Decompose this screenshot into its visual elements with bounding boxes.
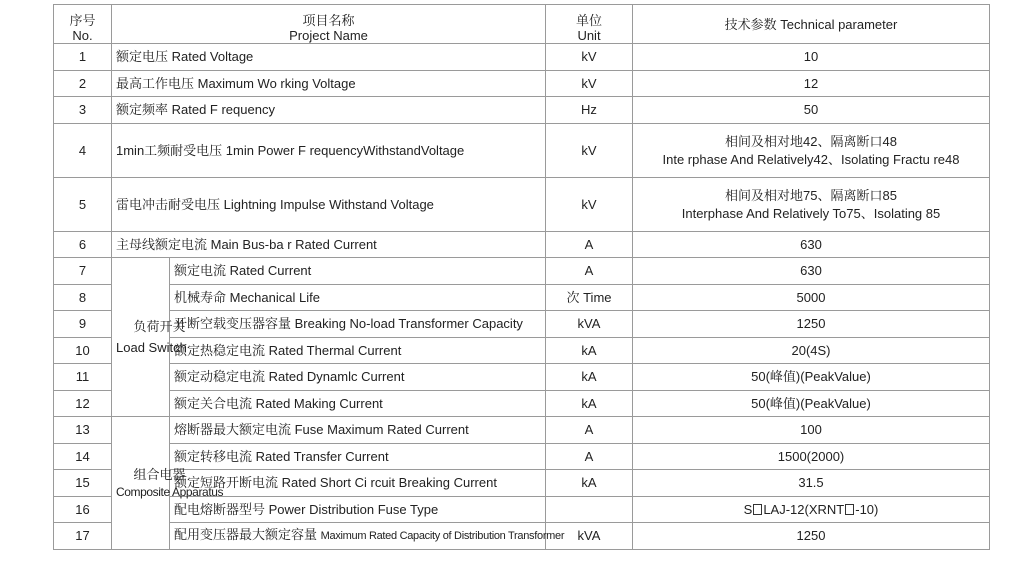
group-composite-apparatus: [112, 417, 224, 550]
fuse-type-part-3: -10): [855, 501, 879, 517]
row-name: 额定动稳定电流 Rated Dynamlc Current: [170, 364, 546, 391]
row-value: 50(峰值)(PeakValue): [633, 390, 990, 417]
table-row: [54, 231, 990, 258]
row-no: 2: [54, 70, 112, 97]
row-no: 11: [54, 364, 112, 391]
row-unit: A: [546, 443, 633, 470]
row-unit: A: [546, 231, 633, 258]
table-row: [54, 496, 990, 523]
row-name: 最高工作电压 Maximum Wo rking Voltage: [112, 70, 546, 97]
row-no: 8: [54, 284, 112, 311]
table-row: [54, 123, 990, 177]
header-no: 序号 No.: [54, 5, 112, 44]
row-no: 1: [54, 44, 112, 71]
row-no: 9: [54, 311, 112, 338]
table-row: [54, 284, 990, 311]
row-value-en: Inte rphase And Relatively42、Isolating Fractu re48: [662, 151, 960, 167]
row-name: 额定转移电流 Rated Transfer Current: [170, 443, 546, 470]
row-name: 主母线额定电流 Main Bus-ba r Rated Current: [112, 231, 546, 258]
row-no: 12: [54, 390, 112, 417]
row-name: 配电熔断器型号 Power Distribution Fuse Type: [170, 496, 546, 523]
row-value: 20(4S): [633, 337, 990, 364]
row-unit: 次 Time: [546, 284, 633, 311]
row-unit: A: [546, 258, 633, 285]
row-name-cn: 配用变压器最大额定容量: [174, 527, 318, 543]
header-unit: 单位 Unit: [546, 5, 633, 44]
row-name: 额定电流 Rated Current: [170, 258, 546, 285]
table-row: [54, 523, 990, 550]
row-unit: A: [546, 417, 633, 444]
row-unit: kA: [546, 390, 633, 417]
row-name: 额定短路开断电流 Rated Short Ci rcuit Breaking Current: [170, 470, 546, 497]
row-value: 50(峰值)(PeakValue): [633, 364, 990, 391]
row-no: 16: [54, 496, 112, 523]
row-value: [633, 123, 990, 177]
row-value: 10: [633, 44, 990, 71]
row-unit: kV: [546, 177, 633, 231]
fuse-type-part-2: LAJ-12(XRNT: [763, 501, 845, 517]
row-value-cn: 相间及相对地75、隔离断口85: [725, 187, 897, 203]
row-value-cn: 相间及相对地42、隔离断口48: [725, 133, 897, 149]
table-row: [54, 258, 990, 285]
table-row: [54, 337, 990, 364]
row-no: 7: [54, 258, 112, 285]
group-composite-cn: 组合电器: [133, 466, 186, 482]
placeholder-box-icon: [845, 504, 854, 515]
technical-parameter-table: [53, 4, 990, 550]
row-no: 3: [54, 97, 112, 124]
row-unit: kVA: [546, 311, 633, 338]
row-no: 10: [54, 337, 112, 364]
table-row: [54, 443, 990, 470]
row-name: 雷电冲击耐受电压 Lightning Impulse Withstand Voltage: [112, 177, 546, 231]
row-unit: kA: [546, 470, 633, 497]
row-value: 630: [633, 231, 990, 258]
row-unit: kVA: [546, 523, 633, 550]
row-value: 31.5: [633, 470, 990, 497]
table-row: [54, 417, 990, 444]
row-name: 额定关合电流 Rated Making Current: [170, 390, 546, 417]
row-name: [170, 523, 565, 550]
header-row: [54, 5, 990, 44]
row-name: 机械寿命 Mechanical Life: [170, 284, 546, 311]
row-unit: kV: [546, 123, 633, 177]
row-value: 5000: [633, 284, 990, 311]
group-load-switch-en: Load Switch: [116, 340, 187, 355]
row-name-en: Maximum Rated Capacity of Distribution Transformer: [320, 530, 565, 543]
row-no: 13: [54, 417, 112, 444]
row-unit: kA: [546, 337, 633, 364]
table-row: [54, 390, 990, 417]
row-no: 17: [54, 523, 112, 550]
row-value: 1250: [633, 311, 990, 338]
table-row: [54, 177, 990, 231]
table-row: [54, 364, 990, 391]
row-value: 1500(2000): [633, 443, 990, 470]
row-no: 15: [54, 470, 112, 497]
row-value: 12: [633, 70, 990, 97]
table-row: [54, 44, 990, 71]
group-load-switch: [112, 258, 187, 417]
row-value: [633, 496, 990, 523]
group-load-switch-cn: 负荷开关: [133, 319, 186, 334]
row-value: 630: [633, 258, 990, 285]
row-value: 50: [633, 97, 990, 124]
row-unit: Hz: [546, 97, 633, 124]
row-name: 开断空载变压器容量 Breaking No-load Transformer Capacity: [170, 311, 546, 338]
row-name: 额定频率 Rated F requency: [112, 97, 546, 124]
row-value: 1250: [633, 523, 990, 550]
row-no: 5: [54, 177, 112, 231]
row-no: 4: [54, 123, 112, 177]
row-unit: kA: [546, 364, 633, 391]
row-value: 100: [633, 417, 990, 444]
fuse-type-part-1: S: [743, 501, 753, 517]
row-no: 14: [54, 443, 112, 470]
row-name: 1min工频耐受电压 1min Power F requencyWithstandVoltage: [112, 123, 546, 177]
row-value: [633, 177, 990, 231]
row-unit: kV: [546, 44, 633, 71]
group-composite-en: Composite Apparatus: [116, 484, 224, 499]
table-row: [54, 97, 990, 124]
row-value-en: Interphase And Relatively To75、Isolating 85: [681, 205, 941, 221]
row-no: 6: [54, 231, 112, 258]
row-name: 额定电压 Rated Voltage: [112, 44, 546, 71]
table-row: [54, 70, 990, 97]
row-unit: kV: [546, 70, 633, 97]
row-name: 额定热稳定电流 Rated Thermal Current: [170, 337, 546, 364]
row-name: 熔断器最大额定电流 Fuse Maximum Rated Current: [170, 417, 546, 444]
table-row: [54, 311, 990, 338]
header-technical-parameter: 技术参数 Technical parameter: [633, 5, 990, 44]
header-project-name: 项目名称 Project Name: [112, 5, 546, 44]
row-unit: [546, 496, 633, 523]
placeholder-box-icon: [753, 504, 762, 515]
